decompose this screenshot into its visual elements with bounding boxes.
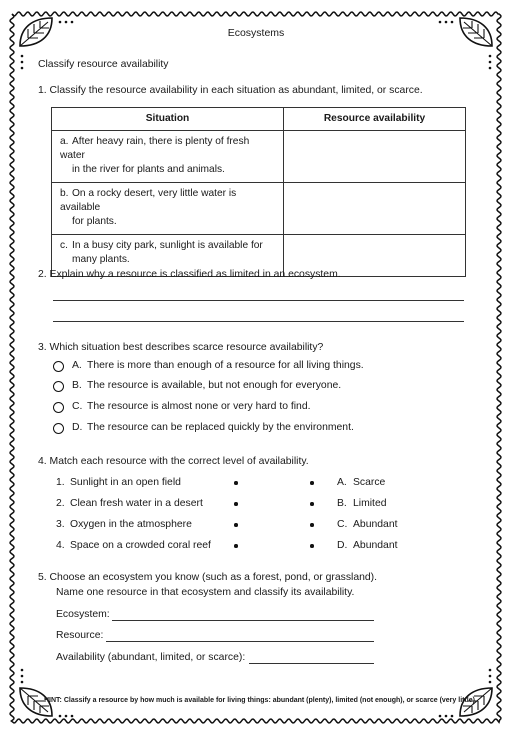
option-d-text: The resource can be replaced quickly by the environment. <box>87 422 354 433</box>
resource-label: Resource: <box>56 630 104 641</box>
option-c-text: The resource is almost none or very hard to find. <box>87 401 311 412</box>
page-title: Ecosystems <box>227 27 285 39</box>
option-a-letter: A. <box>72 360 82 371</box>
question-2-prompt: 2. Explain why a resource is classified as limited in an ecosystem. <box>38 269 341 280</box>
row-label: a. <box>60 136 69 147</box>
row-text-line1: In a busy city park, sunlight is available for <box>72 240 263 251</box>
option-a-radio[interactable] <box>53 361 64 372</box>
match-right-letter: D. <box>337 540 348 551</box>
table-row <box>52 131 466 183</box>
table-row <box>52 183 466 235</box>
match-right-item: Abundant <box>353 519 398 530</box>
match-right-item: Limited <box>353 498 387 509</box>
availability-label: Availability (abundant, limited, or scarce): <box>56 652 246 663</box>
border-dot <box>21 61 24 64</box>
answer-line[interactable] <box>53 300 464 301</box>
match-left-item: Oxygen in the atmosphere <box>70 519 192 530</box>
question-5-prompt-line2: Name one resource in that ecosystem and classify its availability. <box>56 587 355 598</box>
section-title: Classify resource availability <box>38 59 169 70</box>
answer-line[interactable] <box>53 321 464 322</box>
situation-table <box>51 107 466 277</box>
match-left-item: Sunlight in an open field <box>70 477 181 488</box>
option-d-letter: D. <box>72 422 83 433</box>
situation-cell <box>52 183 284 235</box>
option-b-radio[interactable] <box>53 381 64 392</box>
match-left-dot[interactable] <box>234 481 238 485</box>
row-text-line2: many plants. <box>72 254 130 265</box>
border-dot <box>489 55 492 58</box>
row-label: b. <box>60 188 69 199</box>
situation-header: Situation <box>52 108 284 131</box>
availability-input-line[interactable] <box>249 663 374 664</box>
option-d-radio[interactable] <box>53 423 64 434</box>
match-left-dot[interactable] <box>234 523 238 527</box>
border-dot <box>489 67 492 70</box>
match-left-number: 1. <box>56 477 65 488</box>
border-dot <box>21 55 24 58</box>
border-dot <box>489 675 492 678</box>
match-left-dot[interactable] <box>234 544 238 548</box>
match-right-dot[interactable] <box>310 502 314 506</box>
match-right-dot[interactable] <box>310 523 314 527</box>
border-dot <box>59 21 62 24</box>
border-dot <box>451 21 454 24</box>
border-dot <box>489 681 492 684</box>
resource-input-line[interactable] <box>106 641 374 642</box>
row-text-line1: On a rocky desert, very little water is available <box>60 188 237 213</box>
situation-cell <box>52 131 284 183</box>
question-1-prompt: 1. Classify the resource availability in each situation as abundant, limited, or scarce. <box>38 85 423 96</box>
option-b-letter: B. <box>72 380 82 391</box>
row-text-line2: for plants. <box>72 216 117 227</box>
match-right-item: Abundant <box>353 540 398 551</box>
border-dot <box>71 21 74 24</box>
ecosystem-input-line[interactable] <box>112 620 374 621</box>
border-dot <box>65 21 68 24</box>
match-right-item: Scarce <box>353 477 386 488</box>
option-a-text: There is more than enough of a resource for all living things. <box>87 360 364 371</box>
border-dot <box>451 715 454 718</box>
border-dot <box>439 21 442 24</box>
match-right-letter: B. <box>337 498 347 509</box>
border-dot <box>445 21 448 24</box>
row-text-line2: in the river for plants and animals. <box>72 164 225 175</box>
match-left-number: 2. <box>56 498 65 509</box>
row-label: c. <box>60 240 68 251</box>
match-left-dot[interactable] <box>234 502 238 506</box>
match-right-letter: C. <box>337 519 348 530</box>
row-text-line1: After heavy rain, there is plenty of fresh water <box>60 136 250 161</box>
table-header-row <box>52 108 466 131</box>
border-dot <box>21 675 24 678</box>
match-right-dot[interactable] <box>310 481 314 485</box>
match-left-item: Space on a crowded coral reef <box>70 540 211 551</box>
border-dot <box>21 67 24 70</box>
match-left-number: 3. <box>56 519 65 530</box>
ecosystem-label: Ecosystem: <box>56 609 110 620</box>
border-dot <box>21 681 24 684</box>
question-5-prompt: 5. Choose an ecosystem you know (such as a forest, pond, or grassland). <box>38 572 378 583</box>
border-dot <box>59 715 62 718</box>
match-right-letter: A. <box>337 477 347 488</box>
border-dot <box>65 715 68 718</box>
hint-text: HINT: Classify a resource by how much is available for living things: abundant (plenty), limited (not enough), or scarce (very little). <box>44 697 477 704</box>
border-dot <box>71 715 74 718</box>
border-dot <box>489 669 492 672</box>
question-4-prompt: 4. Match each resource with the correct level of availability. <box>38 456 309 467</box>
availability-answer-cell[interactable] <box>284 131 466 183</box>
match-right-dot[interactable] <box>310 544 314 548</box>
question-3-prompt: 3. Which situation best describes scarce resource availability? <box>38 342 324 353</box>
border-dot <box>489 61 492 64</box>
option-c-radio[interactable] <box>53 402 64 413</box>
border-dot <box>21 669 24 672</box>
border-dot <box>439 715 442 718</box>
match-left-number: 4. <box>56 540 65 551</box>
border-dot <box>445 715 448 718</box>
option-c-letter: C. <box>72 401 83 412</box>
option-b-text: The resource is available, but not enough for everyone. <box>87 380 342 391</box>
availability-answer-cell[interactable] <box>284 183 466 235</box>
match-left-item: Clean fresh water in a desert <box>70 498 203 509</box>
availability-header: Resource availability <box>284 108 466 131</box>
